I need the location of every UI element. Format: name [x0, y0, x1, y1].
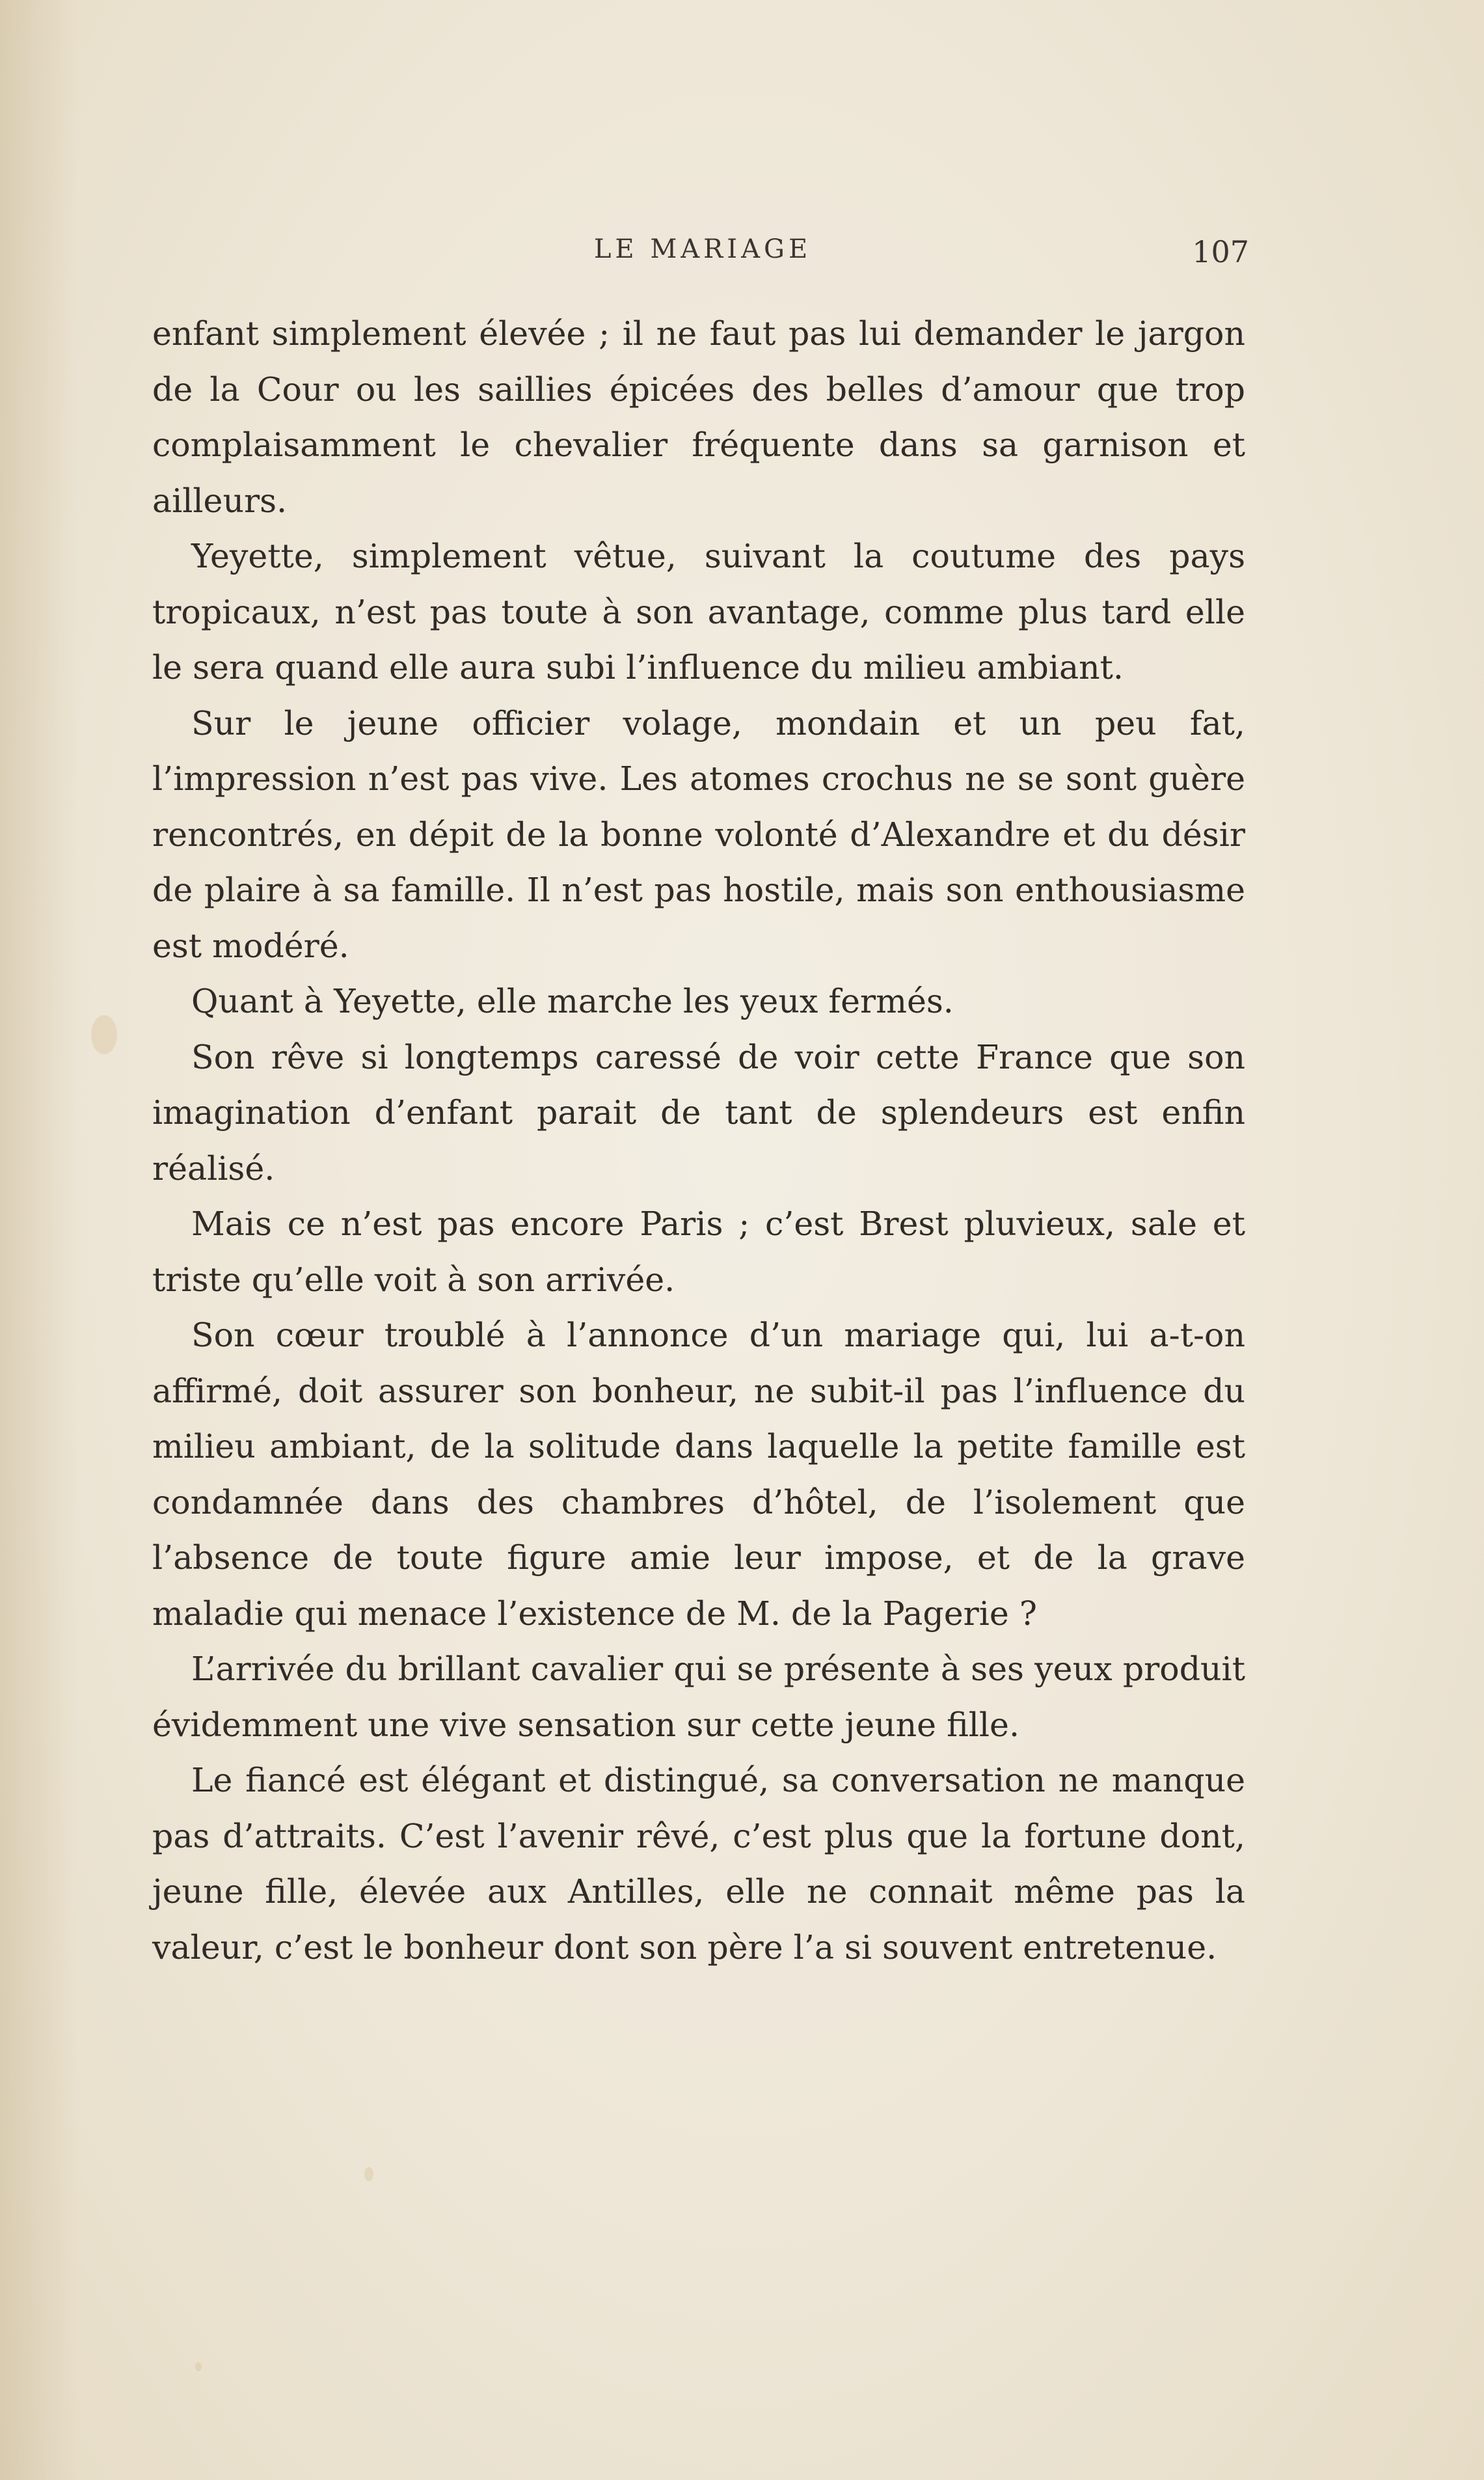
running-title: LE MARIAGE [593, 234, 812, 264]
paragraph: Son cœur troublé à l’annonce d’un mariage qui, lui a-t-on affirmé, doit assurer son bonheur, ne subit-il pas l’influence du milieu ambiant, de la solitude dans laquelle la petite famille est condamnée dans des chambres d’hôtel, de l’isolement que l’absence de toute figure amie leur impose, et de la grave maladie qui menace l’existence de M. de la Pagerie ? [152, 1316, 1245, 1633]
paper-stain [195, 2362, 202, 2371]
page-number: 107 [1192, 234, 1249, 269]
paragraph: Mais ce n’est pas encore Paris ; c’est Brest pluvieux, sale et triste qu’elle voit à son arrivée. [152, 1205, 1245, 1299]
paragraph: Quant à Yeyette, elle marche les yeux fermés. [191, 982, 954, 1020]
paragraph: Son rêve si longtemps caressé de voir cette France que son imagination d’enfant parait de tant de splendeurs est enfin réalisé. [152, 1037, 1245, 1188]
paragraph: enfant simplement élevée ; il ne faut pas lui demander le jargon de la Cour ou les saillies épicées des belles d’amour que trop complaisamment le chevalier fréquente dans sa garnison et ailleurs. [152, 314, 1245, 520]
paragraph: L’arrivée du brillant cavalier qui se présente à ses yeux produit évidemment une vive sensation sur cette jeune fille. [152, 1650, 1245, 1744]
body-text [152, 306, 1245, 1975]
page-edge-shadow [0, 0, 78, 2480]
paragraph: Le fiancé est élégant et distingué, sa conversation ne manque pas d’attraits. C’est l’avenir rêvé, c’est plus que la fortune dont, jeune fille, élevée aux Antilles, elle ne connait même pas la valeur, c’est le bonheur dont son père l’a si souvent entretenue. [152, 1761, 1245, 1967]
paper-stain [364, 2167, 373, 2181]
paragraph: Sur le jeune officier volage, mondain et un peu fat, l’impression n’est pas vive. Les atomes crochus ne se sont guère rencontrés, en dépit de la bonne volonté d’Alexandre et du désir de plaire à sa famille. Il n’est pas hostile, mais son enthousiasme est modéré. [152, 703, 1245, 965]
running-head [156, 234, 1249, 280]
paper-stain [91, 1015, 117, 1054]
paragraph: Yeyette, simplement vêtue, suivant la coutume des pays tropicaux, n’est pas toute à son avantage, comme plus tard elle le sera quand elle aura subi l’influence du milieu ambiant. [152, 537, 1245, 687]
